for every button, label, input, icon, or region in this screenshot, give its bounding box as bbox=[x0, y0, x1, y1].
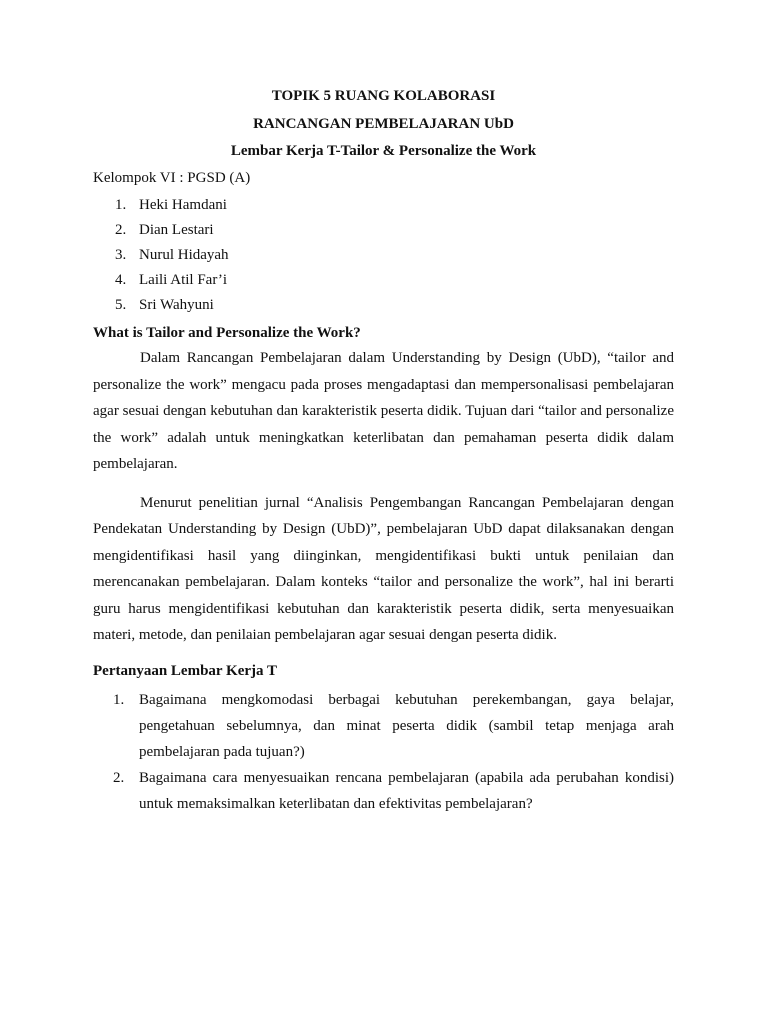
member-list bbox=[93, 192, 674, 317]
document-page bbox=[93, 86, 674, 817]
list-number: 1. bbox=[115, 196, 127, 213]
title-design: RANCANGAN PEMBELAJARAN UbD bbox=[253, 116, 514, 132]
member-name: Heki Hamdani bbox=[139, 196, 227, 213]
paragraph-definition: Dalam Rancangan Pembelajaran dalam Understanding by Design (UbD), “tailor and personalize the work” mengacu pada proses mengadaptasi dan mempersonalisasi pembelajaran agar sesuai dengan kebutuhan dan karakteristik peserta didik. Tujuan dari “tailor and personalize the work” adalah untuk meningkatkan keterlibatan dan pemahaman peserta didik dalam pembelajaran. bbox=[93, 350, 674, 472]
list-item bbox=[93, 217, 674, 242]
list-number: 3. bbox=[115, 246, 127, 263]
member-name: Nurul Hidayah bbox=[139, 246, 229, 263]
question-number: 2. bbox=[113, 769, 125, 786]
member-name: Dian Lestari bbox=[139, 221, 214, 238]
question-text: Bagaimana mengkomodasi berbagai kebutuhan perekembangan, gaya belajar, pengetahuan sebelumnya, dan minat peserta didik (sambil tetap menjaga arah pembelajaran pada tujuan?) bbox=[139, 691, 674, 760]
title-worksheet: Lembar Kerja T-Tailor & Personalize the Work bbox=[230, 143, 537, 159]
title-topic: TOPIK 5 RUANG KOLABORASI bbox=[271, 88, 496, 104]
list-item bbox=[93, 292, 674, 317]
question-text: Bagaimana cara menyesuaikan rencana pembelajaran (apabila ada perubahan kondisi) untuk memaksimalkan keterlibatan dan efektivitas pembelajaran? bbox=[139, 769, 674, 812]
list-number: 2. bbox=[115, 221, 127, 238]
list-item bbox=[93, 242, 674, 267]
list-item bbox=[93, 687, 674, 765]
question-list bbox=[93, 687, 674, 817]
list-item bbox=[93, 765, 674, 817]
member-name: Laili Atil Far’i bbox=[139, 271, 228, 288]
member-name: Sri Wahyuni bbox=[139, 296, 214, 313]
question-number: 1. bbox=[113, 691, 125, 708]
group-label: Kelompok VI : PGSD (A) bbox=[93, 170, 251, 186]
section-heading-questions: Pertanyaan Lembar Kerja T bbox=[93, 662, 278, 679]
list-number: 4. bbox=[115, 271, 127, 288]
paragraph-research: Menurut penelitian jurnal “Analisis Pengembangan Rancangan Pembelajaran dengan Pendekatan Understanding by Design (UbD)”, pembelajaran UbD dapat dilaksanakan dengan mengidentifikasi hasil yang diinginkan, mengidentifikasi bukti untuk penilaian dan merencanakan pembelajaran. Dalam konteks “tailor and personalize the work”, hal ini berarti guru harus mengidentifikasi kebutuhan dan karakteristik peserta didik, serta menyesuaikan materi, metode, dan penilaian pembelajaran agar sesuai dengan peserta didik. bbox=[93, 494, 674, 643]
section-heading-what-is: What is Tailor and Personalize the Work? bbox=[93, 325, 361, 341]
list-number: 5. bbox=[115, 296, 127, 313]
list-item bbox=[93, 267, 674, 292]
list-item bbox=[93, 192, 674, 217]
